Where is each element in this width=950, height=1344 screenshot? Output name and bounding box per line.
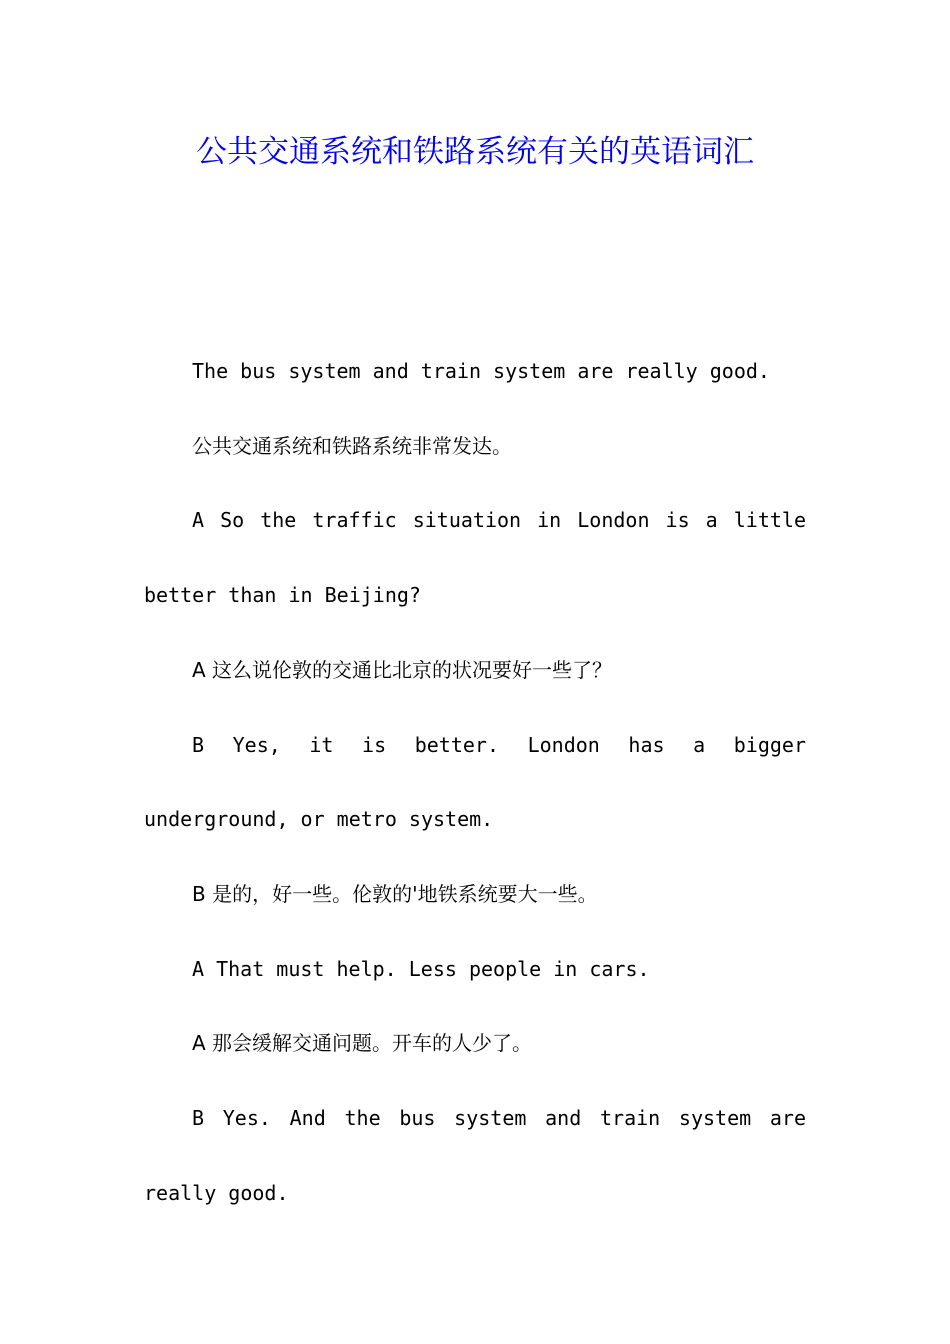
paragraph-9: B Yes. And the bus system and train system are really good.: [144, 1106, 806, 1205]
paragraph-1: The bus system and train system are really good.: [192, 359, 770, 383]
paragraph-5: B Yes, it is better. London has a bigger underground, or metro system.: [144, 732, 806, 832]
paragraph-6: B 是的，好一些。伦敦的'地铁系统要大一些。: [192, 881, 598, 906]
paragraph-7: A That must help. Less people in cars.: [192, 956, 650, 981]
document-title: 公共交通系统和铁路系统有关的英语词汇: [196, 134, 754, 170]
paragraph-8: A 那会缓解交通问题。开车的人少了。: [192, 1031, 533, 1056]
document-body: [144, 334, 806, 1230]
paragraph-2: 公共交通系统和铁路系统非常发达。: [192, 433, 512, 458]
paragraph-4: A 这么说伦敦的交通比北京的状况要好一些了？: [192, 657, 613, 682]
paragraph-3: A So the traffic situation in London is a little better than in Beijing?: [144, 508, 806, 608]
